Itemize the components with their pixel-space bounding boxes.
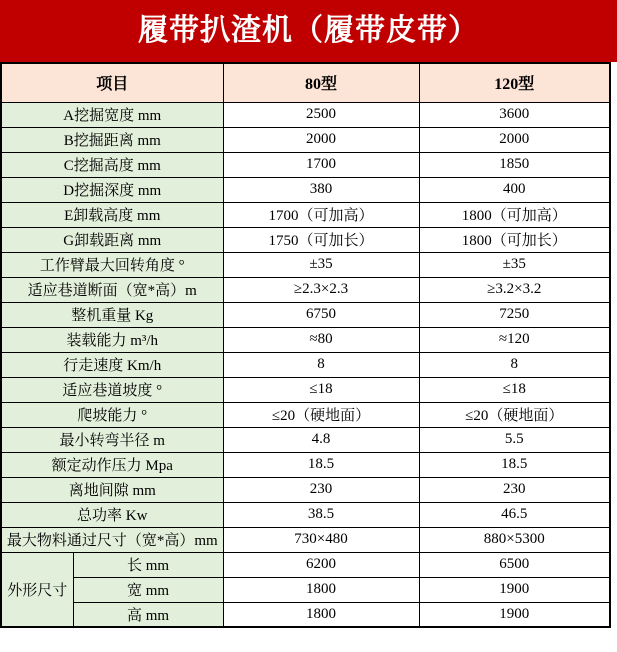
spec-label: 行走速度 Km/h bbox=[1, 352, 223, 377]
spec-value-120: 3600 bbox=[419, 102, 610, 127]
spec-label: 额定动作压力 Mpa bbox=[1, 452, 223, 477]
table-row bbox=[1, 227, 610, 252]
spec-label: B挖掘距离 mm bbox=[1, 127, 223, 152]
spec-value-120: 46.5 bbox=[419, 502, 610, 527]
spec-value-120: 880×5300 bbox=[419, 527, 610, 552]
table-row bbox=[1, 377, 610, 402]
spec-value-80: 6750 bbox=[223, 302, 419, 327]
spec-value-120: 400 bbox=[419, 177, 610, 202]
table-row bbox=[1, 302, 610, 327]
spec-value-80: 1800 bbox=[223, 602, 419, 627]
table-row bbox=[1, 577, 610, 602]
spec-value-120: 18.5 bbox=[419, 452, 610, 477]
dimension-label: 高 mm bbox=[73, 602, 223, 627]
spec-value-80: 230 bbox=[223, 477, 419, 502]
table-row bbox=[1, 527, 610, 552]
spec-value-80: 730×480 bbox=[223, 527, 419, 552]
page-title: 履带扒渣机（履带皮带） bbox=[138, 14, 479, 47]
spec-value-80: 1700 bbox=[223, 152, 419, 177]
table-row bbox=[1, 552, 610, 577]
spec-value-120: ≥3.2×3.2 bbox=[419, 277, 610, 302]
spec-label: 整机重量 Kg bbox=[1, 302, 223, 327]
spec-label: D挖掘深度 mm bbox=[1, 177, 223, 202]
table-header-row bbox=[1, 63, 610, 102]
table-row bbox=[1, 452, 610, 477]
spec-value-80: ≥2.3×2.3 bbox=[223, 277, 419, 302]
table-row bbox=[1, 402, 610, 427]
spec-value-80: ≈80 bbox=[223, 327, 419, 352]
spec-label: 爬坡能力 ° bbox=[1, 402, 223, 427]
spec-label: G卸载距离 mm bbox=[1, 227, 223, 252]
spec-value-120: 230 bbox=[419, 477, 610, 502]
spec-value-80: 2000 bbox=[223, 127, 419, 152]
spec-value-80: 18.5 bbox=[223, 452, 419, 477]
header-model-80: 80型 bbox=[223, 63, 419, 102]
spec-value-80: ≤18 bbox=[223, 377, 419, 402]
spec-value-80: 6200 bbox=[223, 552, 419, 577]
spec-value-120: 7250 bbox=[419, 302, 610, 327]
table-row bbox=[1, 427, 610, 452]
spec-value-120: ≤18 bbox=[419, 377, 610, 402]
table-row bbox=[1, 152, 610, 177]
spec-value-80: 1700（可加高） bbox=[223, 202, 419, 227]
table-row bbox=[1, 477, 610, 502]
table-row bbox=[1, 277, 610, 302]
spec-value-120: ±35 bbox=[419, 252, 610, 277]
spec-value-120: 8 bbox=[419, 352, 610, 377]
header-model-120: 120型 bbox=[419, 63, 610, 102]
spec-value-80: 1800 bbox=[223, 577, 419, 602]
spec-label: 适应巷道断面（宽*高）m bbox=[1, 277, 223, 302]
spec-label: 总功率 Kw bbox=[1, 502, 223, 527]
spec-value-120: ≈120 bbox=[419, 327, 610, 352]
table-row bbox=[1, 352, 610, 377]
spec-label: 最小转弯半径 m bbox=[1, 427, 223, 452]
header-item: 项目 bbox=[1, 63, 223, 102]
spec-value-120: 1800（可加高） bbox=[419, 202, 610, 227]
spec-table bbox=[0, 62, 611, 628]
table-row bbox=[1, 102, 610, 127]
spec-label: A挖掘宽度 mm bbox=[1, 102, 223, 127]
spec-value-80: ±35 bbox=[223, 252, 419, 277]
table-row bbox=[1, 127, 610, 152]
spec-label: 离地间隙 mm bbox=[1, 477, 223, 502]
table-row bbox=[1, 252, 610, 277]
spec-value-120: 1850 bbox=[419, 152, 610, 177]
spec-value-120: 1900 bbox=[419, 577, 610, 602]
spec-value-80: 380 bbox=[223, 177, 419, 202]
table-row bbox=[1, 177, 610, 202]
spec-value-80: 1750（可加长） bbox=[223, 227, 419, 252]
spec-label: 适应巷道坡度 ° bbox=[1, 377, 223, 402]
title-banner bbox=[0, 0, 617, 62]
spec-value-120: 1800（可加长） bbox=[419, 227, 610, 252]
spec-label: 最大物料通过尺寸（宽*高）mm bbox=[1, 527, 223, 552]
spec-label: C挖掘高度 mm bbox=[1, 152, 223, 177]
table-row bbox=[1, 327, 610, 352]
table-row bbox=[1, 202, 610, 227]
spec-value-80: 8 bbox=[223, 352, 419, 377]
spec-value-80: 38.5 bbox=[223, 502, 419, 527]
table-row bbox=[1, 502, 610, 527]
spec-value-120: ≤20（硬地面） bbox=[419, 402, 610, 427]
dimension-group-label: 外形尺寸 bbox=[1, 552, 73, 627]
dimension-label: 长 mm bbox=[73, 552, 223, 577]
spec-value-120: 5.5 bbox=[419, 427, 610, 452]
dimension-label: 宽 mm bbox=[73, 577, 223, 602]
spec-value-120: 2000 bbox=[419, 127, 610, 152]
spec-value-80: 2500 bbox=[223, 102, 419, 127]
spec-value-120: 6500 bbox=[419, 552, 610, 577]
spec-label: E卸载高度 mm bbox=[1, 202, 223, 227]
table-row bbox=[1, 602, 610, 627]
spec-value-80: 4.8 bbox=[223, 427, 419, 452]
spec-label: 工作臂最大回转角度 ° bbox=[1, 252, 223, 277]
spec-label: 装载能力 m³/h bbox=[1, 327, 223, 352]
spec-value-120: 1900 bbox=[419, 602, 610, 627]
spec-value-80: ≤20（硬地面） bbox=[223, 402, 419, 427]
